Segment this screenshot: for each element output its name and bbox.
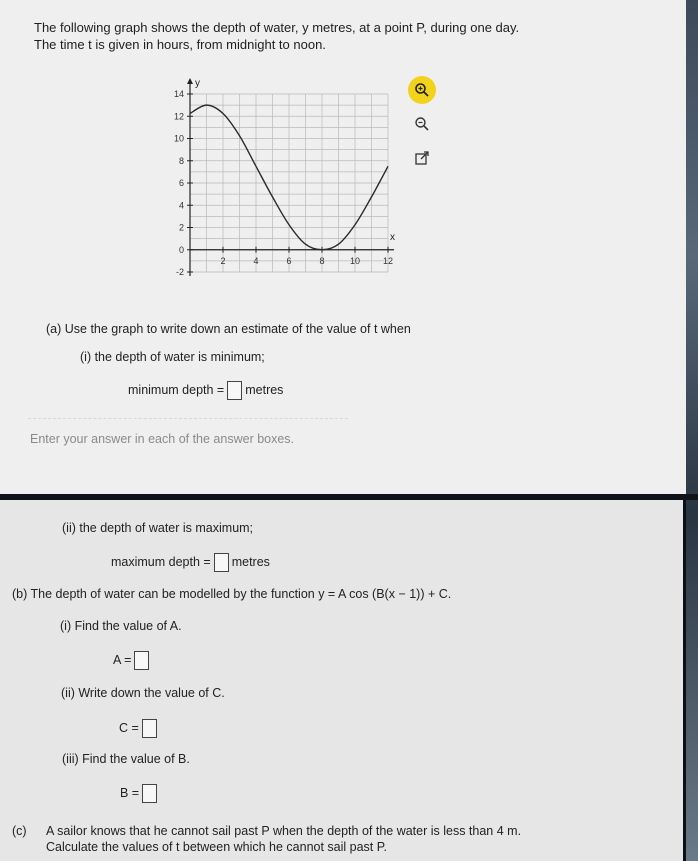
part-c-label: (c)	[12, 824, 27, 838]
part-a-ii-label: (ii) the depth of water is maximum;	[62, 521, 254, 535]
x-axis-label: x	[390, 231, 395, 243]
y-tick-label: 8	[178, 155, 184, 166]
intro-line-1: The following graph shows the depth of water, y metres, at a point P, during one day.	[34, 20, 520, 35]
y-tick-label: 12	[173, 111, 184, 122]
b-input[interactable]	[142, 784, 157, 803]
part-a-prompt: (a) Use the graph to write down an estimate of the value of t when	[46, 322, 411, 336]
x-tick-label: 8	[319, 255, 325, 266]
x-tick-label: 2	[220, 255, 226, 266]
part-b-iii-label: (iii) Find the value of B.	[62, 752, 190, 766]
question-panel-bottom	[0, 500, 683, 861]
part-a-i-label: (i) the depth of water is minimum;	[80, 350, 265, 364]
minimum-depth-prefix: minimum depth =	[128, 382, 225, 397]
b-answer-row	[120, 784, 160, 803]
minimum-depth-unit: metres	[245, 382, 284, 397]
a-prefix: A =	[113, 652, 132, 667]
part-c-line-1: A sailor knows that he cannot sail past P when the depth of the water is less than 4 m.	[46, 824, 522, 838]
a-answer-row	[113, 651, 152, 670]
a-input[interactable]	[134, 651, 149, 670]
maximum-depth-row	[111, 553, 270, 572]
c-answer-row	[119, 719, 160, 738]
c-input[interactable]	[142, 719, 157, 738]
x-tick-label: 12	[382, 255, 394, 266]
b-prefix: B =	[120, 785, 140, 800]
y-axis-arrow	[187, 78, 193, 84]
y-tick-label: 0	[178, 244, 184, 255]
zoom-in-button[interactable]	[408, 76, 436, 104]
zoom-in-icon	[414, 82, 430, 98]
minimum-depth-input[interactable]	[227, 381, 242, 400]
x-tick-label: 4	[253, 255, 259, 266]
graph-grid	[190, 94, 388, 272]
part-b-i-label: (i) Find the value of A.	[60, 619, 182, 633]
y-tick-label: -2	[175, 267, 184, 277]
external-link-icon	[414, 150, 430, 166]
part-c-line-2: Calculate the values of t between which he cannot sail past P.	[46, 840, 387, 854]
part-b-prompt: (b) The depth of water can be modelled by the function y = A cos (B(x − 1)) + C.	[12, 587, 452, 601]
y-axis-label: y	[195, 78, 200, 89]
divider	[28, 418, 348, 419]
zoom-out-icon	[414, 116, 430, 132]
y-tick-label: 10	[173, 133, 184, 144]
graph-axes	[187, 78, 394, 276]
background-edge	[686, 0, 698, 861]
x-tick-label: 10	[349, 255, 361, 266]
answer-hint: Enter your answer in each of the answer boxes.	[30, 432, 295, 446]
c-prefix: C =	[119, 720, 139, 735]
maximum-depth-prefix: maximum depth =	[111, 554, 211, 569]
depth-graph	[160, 72, 410, 282]
y-tick-label: 6	[178, 178, 184, 188]
maximum-depth-input[interactable]	[214, 553, 229, 572]
minimum-depth-row	[128, 381, 283, 400]
open-external-button[interactable]	[408, 144, 436, 172]
y-tick-label: 4	[178, 200, 184, 211]
x-tick-label: 6	[286, 255, 292, 266]
y-tick-label: 14	[173, 89, 184, 99]
y-tick-label: 2	[178, 222, 184, 233]
maximum-depth-unit: metres	[231, 554, 270, 569]
intro-line-2: The time t is given in hours, from midnight to noon.	[34, 37, 326, 52]
zoom-out-button[interactable]	[408, 110, 436, 138]
part-b-ii-label: (ii) Write down the value of C.	[61, 686, 225, 700]
